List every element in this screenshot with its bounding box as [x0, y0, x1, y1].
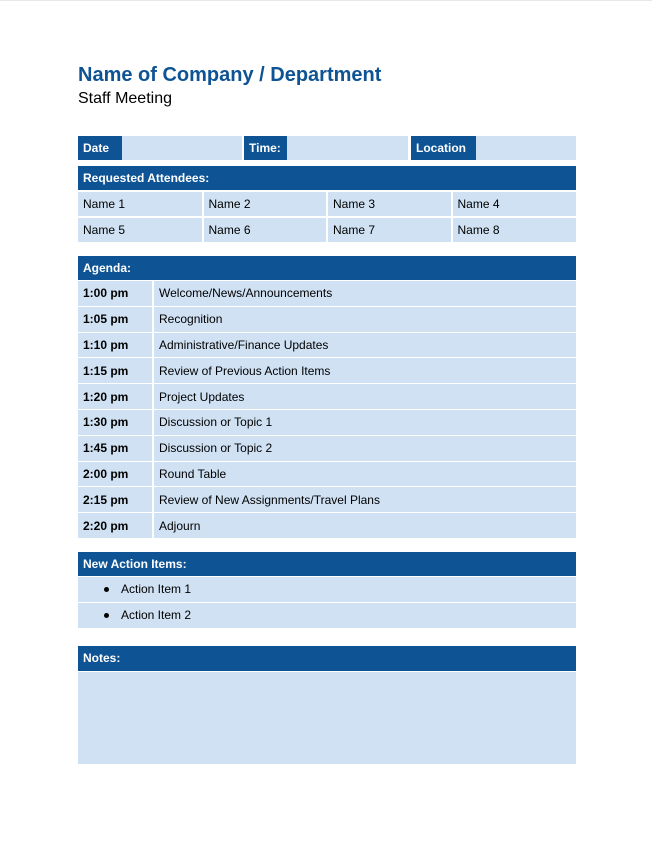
action-item-text: Action Item 2	[121, 608, 192, 623]
time-label: Time:	[244, 136, 287, 160]
notes-table	[78, 646, 576, 764]
agenda-time[interactable]: 2:20 pm	[78, 513, 153, 538]
location-field[interactable]	[476, 136, 576, 160]
action-items-header: New Action Items:	[78, 552, 576, 577]
attendee-name[interactable]: Name 6	[203, 217, 328, 242]
agenda-topic[interactable]: Administrative/Finance Updates	[153, 332, 576, 358]
agenda-time[interactable]: 2:00 pm	[78, 461, 153, 487]
agenda-topic[interactable]: Project Updates	[153, 384, 576, 410]
agenda-time[interactable]: 1:45 pm	[78, 435, 153, 461]
document	[78, 62, 576, 764]
action-item-row	[78, 602, 576, 628]
agenda-time[interactable]: 1:20 pm	[78, 384, 153, 410]
agenda-row	[78, 487, 576, 513]
action-items-table	[78, 552, 576, 628]
action-item[interactable]	[78, 602, 576, 628]
agenda-time[interactable]: 1:05 pm	[78, 306, 153, 332]
agenda-row	[78, 513, 576, 538]
top-divider	[0, 0, 652, 1]
notes-header: Notes:	[78, 646, 576, 672]
date-label: Date	[78, 136, 122, 160]
attendee-name[interactable]: Name 3	[327, 191, 452, 217]
agenda-row	[78, 281, 576, 307]
agenda-time[interactable]: 1:00 pm	[78, 281, 153, 307]
agenda-topic[interactable]: Round Table	[153, 461, 576, 487]
meeting-title: Staff Meeting	[78, 90, 172, 107]
attendee-name[interactable]: Name 4	[452, 191, 577, 217]
bullet-icon	[104, 613, 109, 618]
agenda-topic[interactable]: Review of New Assignments/Travel Plans	[153, 487, 576, 513]
agenda-topic[interactable]: Discussion or Topic 1	[153, 409, 576, 435]
notes-area[interactable]	[78, 671, 576, 764]
agenda-topic[interactable]: Welcome/News/Announcements	[153, 281, 576, 307]
action-item[interactable]	[78, 576, 576, 602]
action-item-row	[78, 576, 576, 602]
agenda-row	[78, 435, 576, 461]
attendee-name[interactable]: Name 2	[203, 191, 328, 217]
agenda-row	[78, 358, 576, 384]
attendee-name[interactable]: Name 1	[78, 191, 203, 217]
attendee-name[interactable]: Name 8	[452, 217, 577, 242]
agenda-row	[78, 461, 576, 487]
agenda-topic[interactable]: Discussion or Topic 2	[153, 435, 576, 461]
attendee-name[interactable]: Name 7	[327, 217, 452, 242]
attendees-row	[78, 191, 576, 217]
company-title: Name of Company / Department	[78, 64, 382, 86]
bullet-icon	[104, 587, 109, 592]
agenda-header: Agenda:	[78, 256, 576, 281]
agenda-row	[78, 384, 576, 410]
agenda-table	[78, 256, 576, 538]
agenda-row	[78, 409, 576, 435]
agenda-time[interactable]: 1:10 pm	[78, 332, 153, 358]
time-field[interactable]	[287, 136, 408, 160]
action-item-text: Action Item 1	[121, 582, 192, 597]
date-field[interactable]	[122, 136, 242, 160]
attendees-row	[78, 217, 576, 242]
attendee-name[interactable]: Name 5	[78, 217, 203, 242]
agenda-topic[interactable]: Review of Previous Action Items	[153, 358, 576, 384]
agenda-topic[interactable]: Adjourn	[153, 513, 576, 538]
agenda-topic[interactable]: Recognition	[153, 306, 576, 332]
meeting-info-table	[78, 136, 576, 160]
agenda-row	[78, 332, 576, 358]
agenda-time[interactable]: 2:15 pm	[78, 487, 153, 513]
attendees-table	[78, 166, 576, 242]
agenda-time[interactable]: 1:30 pm	[78, 409, 153, 435]
agenda-row	[78, 306, 576, 332]
location-label: Location	[411, 136, 476, 160]
agenda-time[interactable]: 1:15 pm	[78, 358, 153, 384]
attendees-header: Requested Attendees:	[78, 166, 576, 191]
